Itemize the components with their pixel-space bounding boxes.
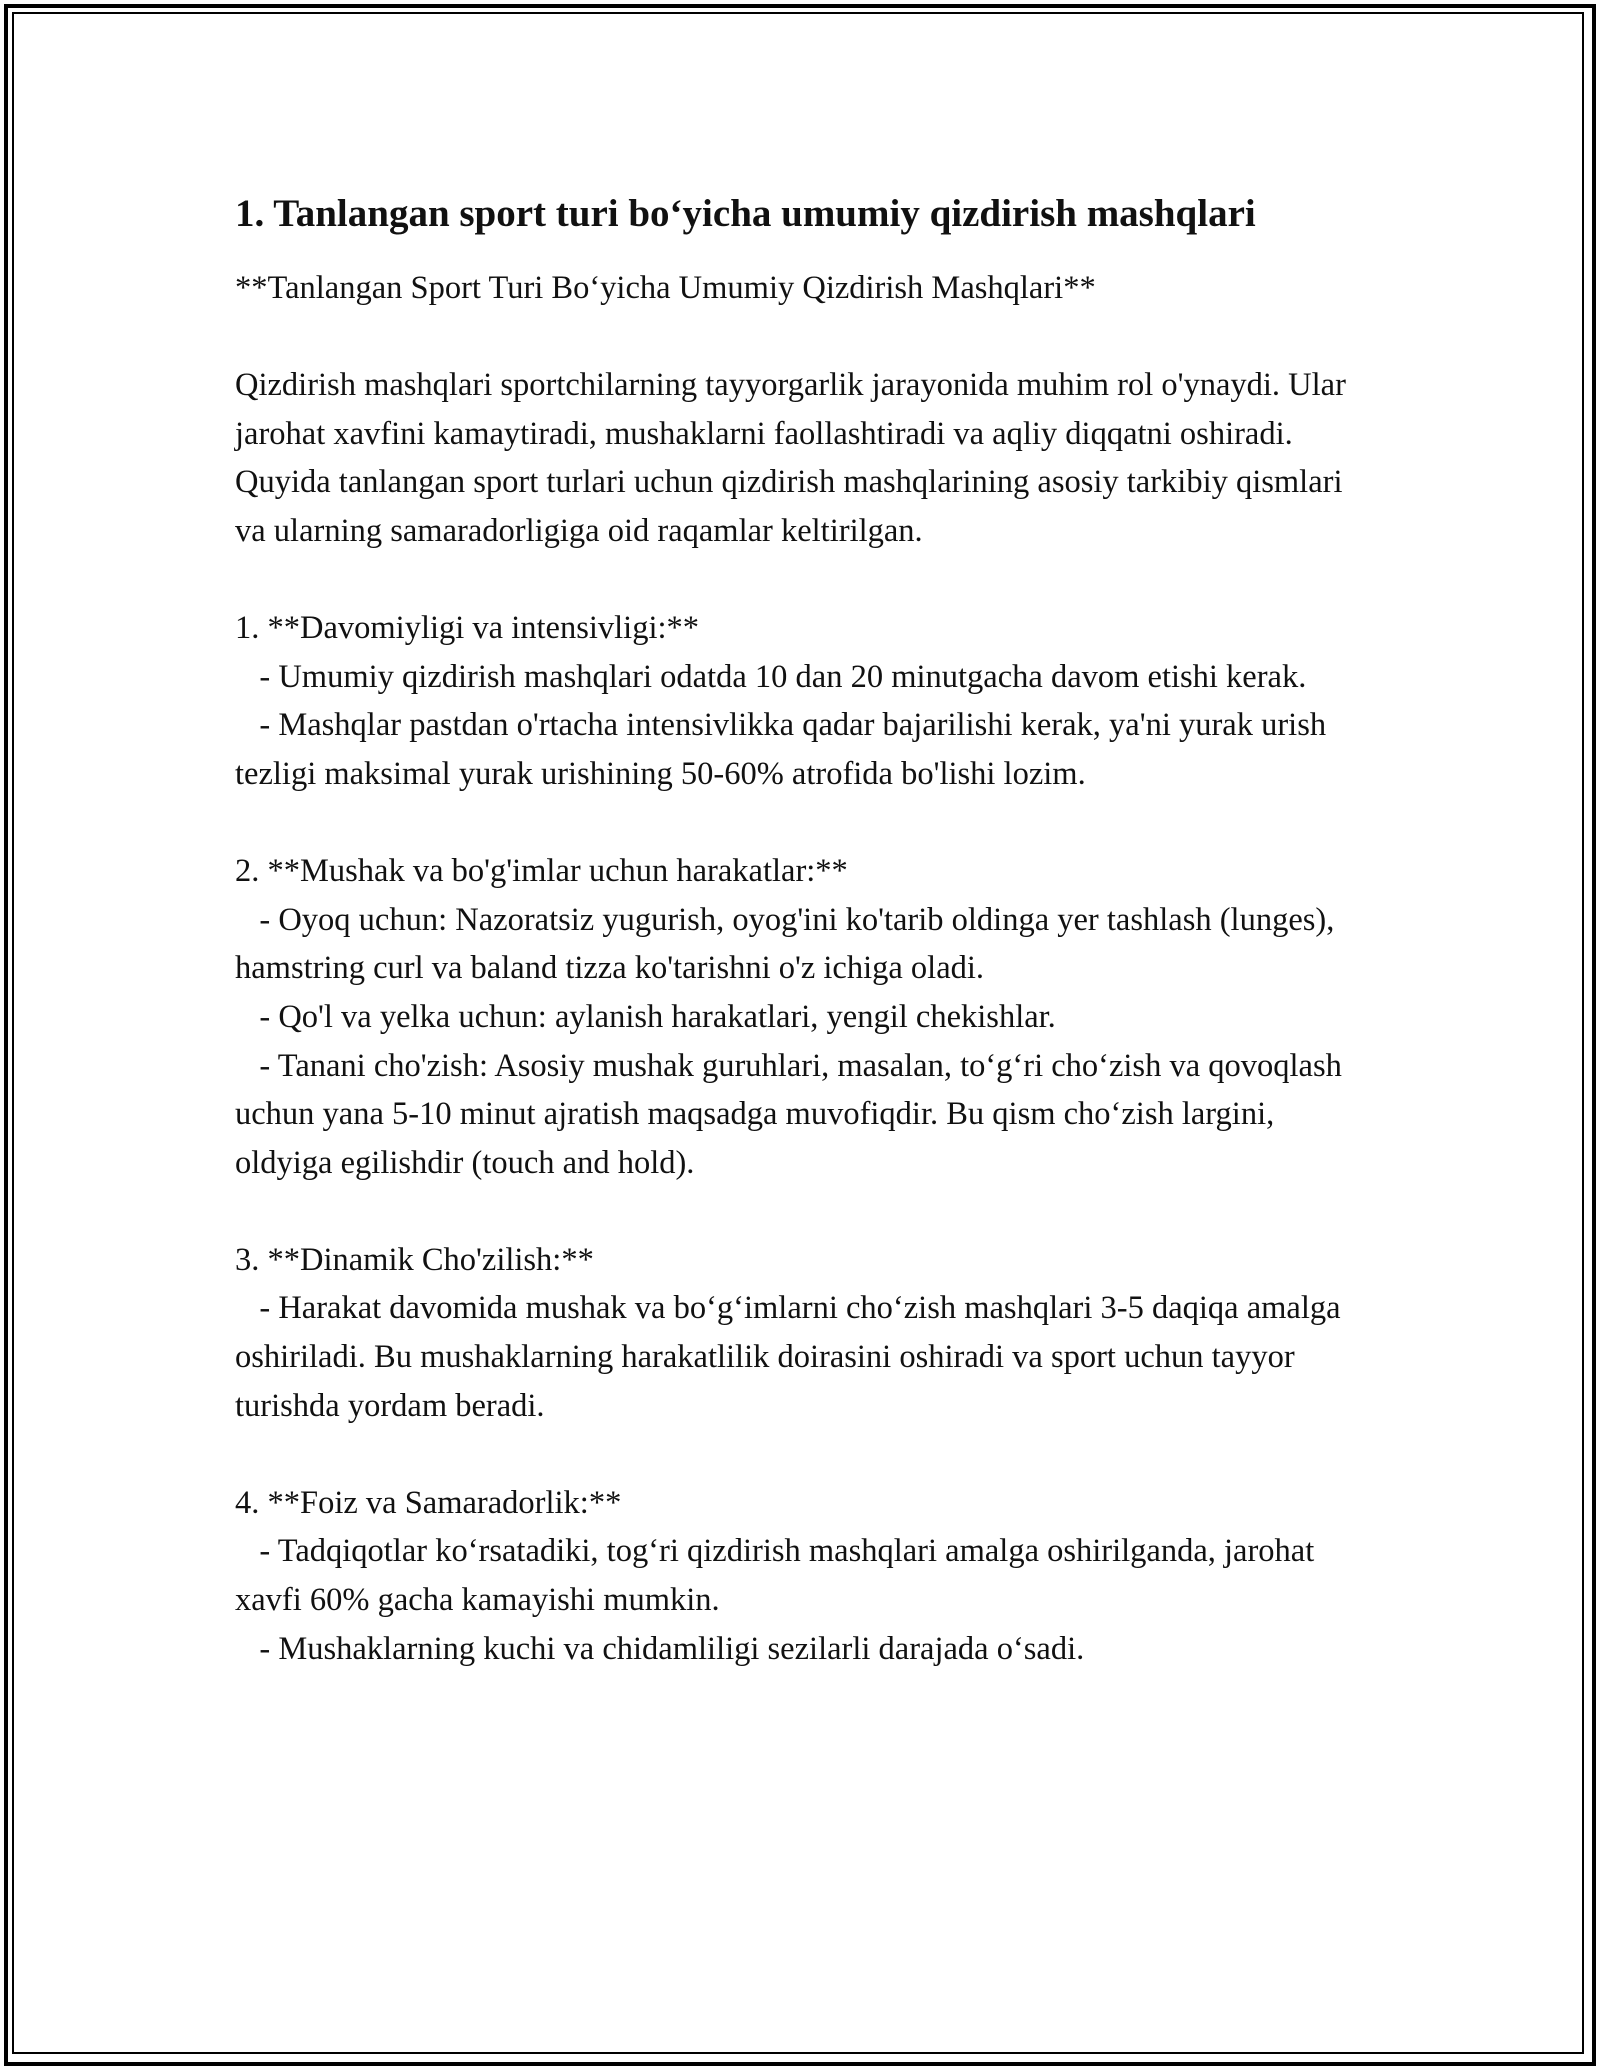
document-content — [235, 186, 1365, 1673]
document-title: 1. Tanlangan sport turi bo‘yicha umumiy qizdirish mashqlari — [235, 192, 1256, 235]
document-body-text: **Tanlangan Sport Turi Bo‘yicha Umumiy Qizdirish Mashqlari** Qizdirish mashqlari sportchilarning tayyorgarlik jarayonida muhim rol o'ynaydi. Ular jarohat xavfini kamaytiradi, mushaklarni faollashtiradi va aqliy diqqatni oshiradi. Quyida tanlangan sport turlari uchun qizdirish mashqlarining asosiy tarkibiy qismlari va ularning samaradorligiga oid raqamlar keltirilgan. 1. **Davomiyligi va intensivligi:** - Umumiy qizdirish mashqlari odatda 10 dan 20 minutgacha davom etishi kerak. - Mashqlar pastdan o'rtacha intensivlikka qadar bajarilishi kerak, ya'ni yurak urish tezligi maksimal yurak urishining 50-60% atrofida bo'lishi lozim. 2. **Mushak va bo'g'imlar uchun harakatlar:** - Oyoq uchun: Nazoratsiz yugurish, oyog'ini ko'tarib oldinga yer tashlash (lunges), hamstring curl va baland tizza ko'tarishni o'z ichiga oladi. - Qo'l va yelka uchun: aylanish harakatlari, yengil chekishlar. - Tanani cho'zish: Asosiy mushak guruhlari, masalan, to‘g‘ri cho‘zish va qovoqlash uchun yana 5-10 minut ajratish maqsadga muvofiqdir. Bu qism cho‘zish largini, oldyiga egilishdir (touch and hold). 3. **Dinamik Cho'zilish:** - Harakat davomida mushak va bo‘g‘imlarni cho‘zish mashqlari 3-5 daqiqa amalga oshiriladi. Bu mushaklarning harakatlilik doirasini oshiradi va sport uchun tayyor turishda yordam beradi. 4. **Foiz va Samaradorlik:** - Tadqiqotlar ko‘rsatadiki, tog‘ri qizdirish mashqlari amalga oshirilganda, jarohat xavfi 60% gacha kamayishi mumkin. - Mushaklarning kuchi va chidamliligi sezilarli darajada o‘sadi. — [235, 270, 1346, 1667]
